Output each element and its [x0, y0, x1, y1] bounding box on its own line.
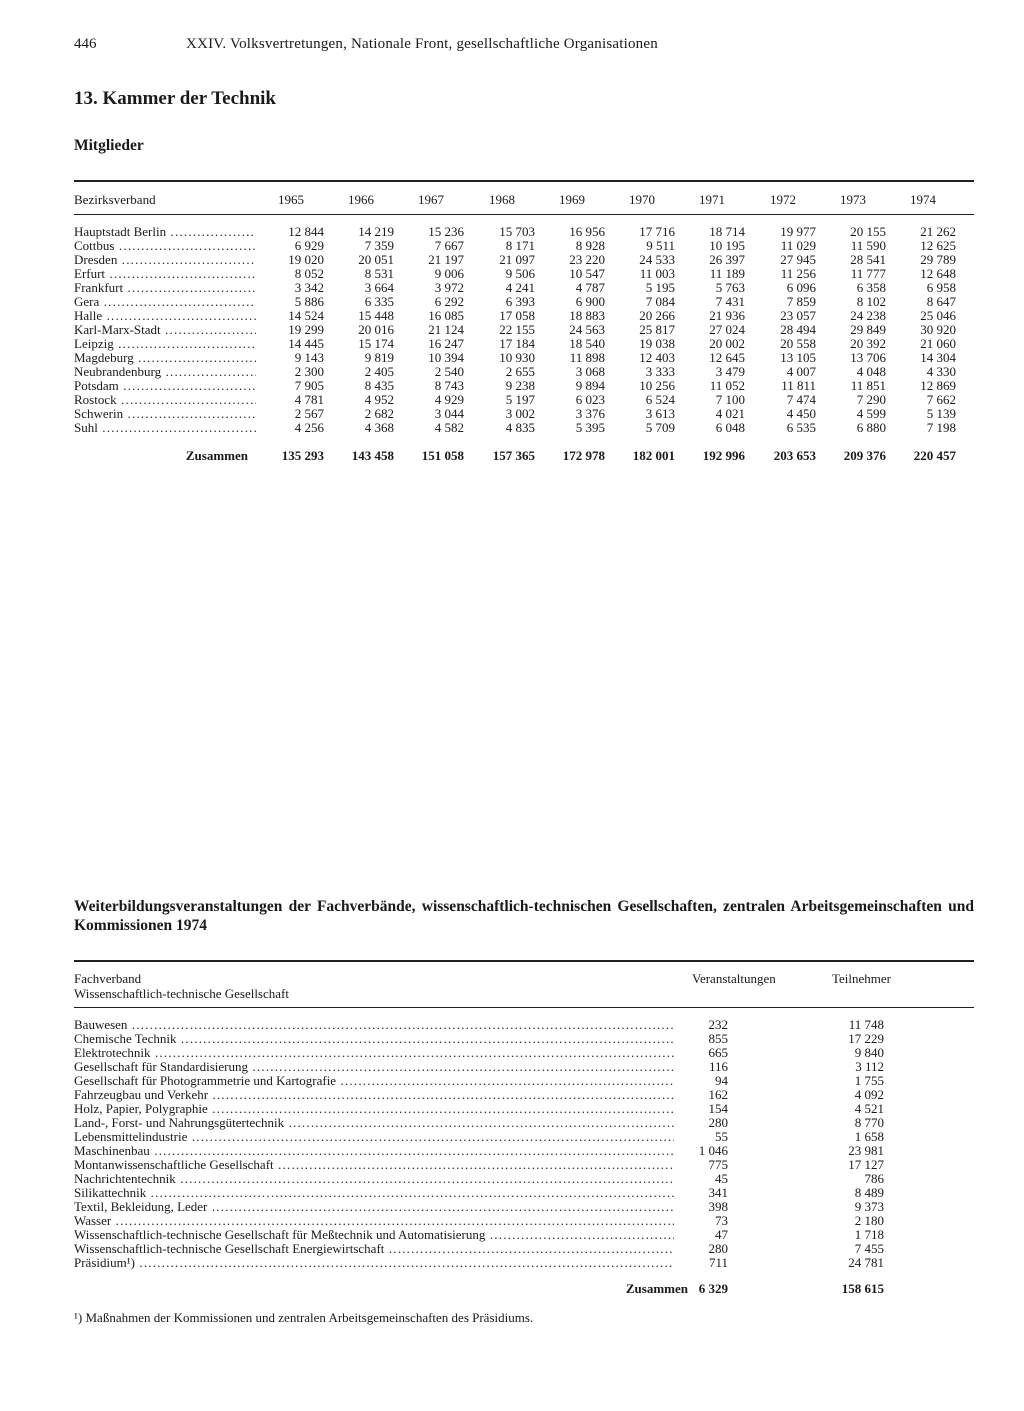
district-name: Rostock .....	[74, 393, 256, 407]
table-top-rule	[74, 960, 974, 962]
member-count: 3 002	[505, 406, 535, 421]
member-count: 26 397	[709, 252, 745, 267]
total-value: 220 457	[913, 448, 956, 463]
district-name: Magdeburg .....	[74, 351, 256, 365]
member-count: 5 197	[505, 392, 535, 407]
member-count: 11 189	[709, 266, 745, 281]
table-row	[74, 1200, 974, 1214]
member-count: 17 184	[499, 336, 535, 351]
member-count: 10 256	[639, 378, 675, 393]
participants-count: 17 127	[848, 1157, 884, 1172]
association-name: Land-, Forst- und Nahrungsgütertechnik .....	[74, 1116, 674, 1130]
member-count: 8 647	[926, 294, 956, 309]
member-count: 2 655	[505, 364, 535, 379]
participants-count: 1 755	[854, 1073, 884, 1088]
member-count: 4 781	[294, 392, 324, 407]
member-count: 18 714	[709, 224, 745, 239]
member-count: 11 052	[709, 378, 745, 393]
participants-count: 4 521	[854, 1101, 884, 1116]
district-name: Cottbus .....	[74, 239, 256, 253]
district-name: Halle .....	[74, 309, 256, 323]
member-count: 8 052	[294, 266, 324, 281]
member-count: 7 359	[364, 238, 394, 253]
total-label: Zusammen	[625, 1281, 688, 1296]
member-count: 6 048	[715, 420, 745, 435]
member-count: 11 590	[850, 238, 886, 253]
table-row	[74, 323, 974, 337]
events-count: 94	[715, 1073, 728, 1088]
member-count: 5 139	[926, 406, 956, 421]
member-count: 2 300	[294, 364, 324, 379]
member-count: 11 851	[850, 378, 886, 393]
table-row	[74, 1228, 974, 1242]
member-count: 17 058	[499, 308, 535, 323]
events-count: 47	[715, 1227, 728, 1242]
member-count: 9 819	[364, 350, 394, 365]
member-count: 24 563	[569, 322, 605, 337]
member-count: 9 238	[505, 378, 535, 393]
member-count: 23 220	[569, 252, 605, 267]
column-header-society: Wissenschaftlich-technische Gesellschaft	[74, 986, 289, 1001]
participants-count: 24 781	[848, 1255, 884, 1270]
column-header-year: 1971	[699, 192, 725, 207]
district-name: Karl-Marx-Stadt .....	[74, 323, 256, 337]
events-count: 73	[715, 1213, 728, 1228]
total-row	[74, 448, 974, 464]
association-name: Präsidium¹) .....	[74, 1256, 674, 1270]
member-count: 6 393	[505, 294, 535, 309]
member-count: 7 431	[715, 294, 745, 309]
member-count: 30 920	[920, 322, 956, 337]
association-name: Holz, Papier, Polygraphie .....	[74, 1102, 674, 1116]
member-count: 7 667	[434, 238, 464, 253]
member-count: 5 763	[715, 280, 745, 295]
member-count: 4 021	[715, 406, 745, 421]
member-count: 24 238	[850, 308, 886, 323]
member-count: 6 524	[645, 392, 675, 407]
events-count: 280	[708, 1115, 728, 1130]
association-name: Chemische Technik .....	[74, 1032, 674, 1046]
column-header-year: 1973	[840, 192, 866, 207]
member-count: 9 511	[646, 238, 675, 253]
total-row	[74, 1281, 974, 1297]
member-count: 11 003	[639, 266, 675, 281]
events-count: 154	[708, 1101, 728, 1116]
column-header-year: 1969	[559, 192, 585, 207]
column-header-year: 1974	[910, 192, 936, 207]
column-header-year: 1968	[489, 192, 515, 207]
member-count: 4 929	[434, 392, 464, 407]
events-count: 116	[708, 1059, 728, 1074]
total-value: 192 996	[702, 448, 745, 463]
participants-count: 11 748	[848, 1017, 884, 1032]
member-count: 21 936	[709, 308, 745, 323]
participants-count: 8 489	[854, 1185, 884, 1200]
member-count: 28 494	[780, 322, 816, 337]
member-count: 9 006	[434, 266, 464, 281]
association-name: Maschinenbau .....	[74, 1144, 674, 1158]
events-count: 45	[715, 1171, 728, 1186]
total-value: 182 001	[632, 448, 675, 463]
member-count: 20 558	[780, 336, 816, 351]
training-title: Weiterbildungsveranstaltungen der Fachverbände, wissenschaftlich-technischen Gesellschaften, zentralen Arbeitsgemeinschaften und Kommissionen 1974	[74, 898, 974, 934]
total-value: 157 365	[492, 448, 535, 463]
association-name: Montanwissenschaftliche Gesellschaft .....	[74, 1158, 674, 1172]
footnote-text: Maßnahmen der Kommissionen und zentralen Arbeitsgemeinschaften des Präsidiums.	[85, 1310, 534, 1325]
member-count: 6 335	[364, 294, 394, 309]
table-row	[74, 267, 974, 281]
member-count: 21 124	[428, 322, 464, 337]
total-value: 209 376	[843, 448, 886, 463]
member-count: 20 051	[358, 252, 394, 267]
member-count: 14 219	[358, 224, 394, 239]
table-row	[74, 1256, 974, 1270]
total-events: 6 329	[698, 1281, 728, 1296]
events-count: 711	[708, 1255, 728, 1270]
member-count: 12 648	[920, 266, 956, 281]
members-title: Mitglieder	[74, 137, 144, 154]
events-count: 232	[708, 1017, 728, 1032]
total-value: 151 058	[421, 448, 464, 463]
member-count: 11 811	[781, 378, 816, 393]
table-row	[74, 337, 974, 351]
member-count: 10 394	[428, 350, 464, 365]
participants-count: 8 770	[854, 1115, 884, 1130]
total-value: 143 458	[351, 448, 394, 463]
table-row	[74, 1214, 974, 1228]
member-count: 6 358	[856, 280, 886, 295]
header-rule	[74, 1007, 974, 1008]
member-count: 10 195	[709, 238, 745, 253]
member-count: 3 068	[575, 364, 605, 379]
member-count: 4 787	[575, 280, 605, 295]
member-count: 7 905	[294, 378, 324, 393]
section-title: 13. Kammer der Technik	[74, 88, 276, 109]
member-count: 4 582	[434, 420, 464, 435]
footnote	[74, 1310, 533, 1326]
participants-count: 3 112	[855, 1059, 884, 1074]
member-count: 3 972	[434, 280, 464, 295]
member-count: 3 479	[715, 364, 745, 379]
member-count: 21 197	[428, 252, 464, 267]
district-name: Suhl .....	[74, 421, 256, 435]
table-row	[74, 393, 974, 407]
member-count: 15 236	[428, 224, 464, 239]
member-count: 16 247	[428, 336, 464, 351]
column-header-district: Bezirksverband	[74, 192, 156, 207]
member-count: 16 956	[569, 224, 605, 239]
district-name: Frankfurt .....	[74, 281, 256, 295]
header-rule	[74, 214, 974, 215]
member-count: 14 524	[288, 308, 324, 323]
member-count: 18 540	[569, 336, 605, 351]
participants-count: 9 373	[854, 1199, 884, 1214]
events-count: 398	[708, 1199, 728, 1214]
participants-count: 1 658	[854, 1129, 884, 1144]
member-count: 13 706	[850, 350, 886, 365]
events-count: 280	[708, 1241, 728, 1256]
member-count: 3 044	[434, 406, 464, 421]
participants-count: 786	[864, 1171, 884, 1186]
participants-count: 2 180	[854, 1213, 884, 1228]
total-label: Zusammen	[185, 448, 248, 463]
members-rows	[74, 225, 974, 435]
participants-count: 17 229	[848, 1031, 884, 1046]
member-count: 6 958	[926, 280, 956, 295]
district-name: Dresden .....	[74, 253, 256, 267]
events-count: 341	[708, 1185, 728, 1200]
table-row	[74, 295, 974, 309]
member-count: 19 038	[639, 336, 675, 351]
member-count: 12 844	[288, 224, 324, 239]
member-count: 25 046	[920, 308, 956, 323]
member-count: 7 859	[786, 294, 816, 309]
member-count: 15 448	[358, 308, 394, 323]
member-count: 11 256	[780, 266, 816, 281]
total-value: 203 653	[773, 448, 816, 463]
total-participants: 158 615	[841, 1281, 884, 1296]
events-count: 1 046	[698, 1143, 728, 1158]
member-count: 6 096	[786, 280, 816, 295]
table-row	[74, 407, 974, 421]
member-count: 8 435	[364, 378, 394, 393]
table-row	[74, 379, 974, 393]
member-count: 8 102	[856, 294, 886, 309]
district-name: Neubrandenburg .....	[74, 365, 256, 379]
member-count: 11 777	[850, 266, 886, 281]
member-count: 5 709	[645, 420, 675, 435]
member-count: 8 743	[434, 378, 464, 393]
member-count: 5 195	[645, 280, 675, 295]
participants-count: 4 092	[854, 1087, 884, 1102]
district-name: Erfurt .....	[74, 267, 256, 281]
member-count: 16 085	[428, 308, 464, 323]
member-count: 12 645	[709, 350, 745, 365]
table-row	[74, 1130, 974, 1144]
member-count: 21 262	[920, 224, 956, 239]
table-row	[74, 239, 974, 253]
member-count: 20 016	[358, 322, 394, 337]
member-count: 19 020	[288, 252, 324, 267]
events-count: 55	[715, 1129, 728, 1144]
events-count: 665	[708, 1045, 728, 1060]
member-count: 7 198	[926, 420, 956, 435]
member-count: 29 789	[920, 252, 956, 267]
member-count: 4 835	[505, 420, 535, 435]
member-count: 12 869	[920, 378, 956, 393]
member-count: 3 613	[645, 406, 675, 421]
member-count: 7 290	[856, 392, 886, 407]
table-row	[74, 1018, 974, 1032]
member-count: 10 930	[499, 350, 535, 365]
member-count: 11 898	[569, 350, 605, 365]
table-row	[74, 1102, 974, 1116]
member-count: 29 849	[850, 322, 886, 337]
member-count: 3 333	[645, 364, 675, 379]
table-row	[74, 1158, 974, 1172]
member-count: 8 928	[575, 238, 605, 253]
district-name: Gera .....	[74, 295, 256, 309]
total-value: 135 293	[281, 448, 324, 463]
member-count: 28 541	[850, 252, 886, 267]
table-row	[74, 1242, 974, 1256]
footnote-marker: ¹)	[74, 1310, 83, 1325]
association-name: Textil, Bekleidung, Leder .....	[74, 1200, 674, 1214]
member-count: 6 023	[575, 392, 605, 407]
member-count: 4 007	[786, 364, 816, 379]
member-count: 2 682	[364, 406, 394, 421]
events-count: 162	[708, 1087, 728, 1102]
table-row	[74, 309, 974, 323]
table-row	[74, 1060, 974, 1074]
member-count: 4 241	[505, 280, 535, 295]
member-count: 3 376	[575, 406, 605, 421]
association-name: Wissenschaftlich-technische Gesellschaft für Meßtechnik und Automatisierung .....	[74, 1228, 674, 1242]
table-row	[74, 1144, 974, 1158]
member-count: 20 266	[639, 308, 675, 323]
member-count: 4 330	[926, 364, 956, 379]
member-count: 20 002	[709, 336, 745, 351]
total-value: 172 978	[562, 448, 605, 463]
member-count: 13 105	[780, 350, 816, 365]
participants-count: 1 718	[854, 1227, 884, 1242]
member-count: 19 977	[780, 224, 816, 239]
table-row	[74, 365, 974, 379]
member-count: 19 299	[288, 322, 324, 337]
association-name: Fahrzeugbau und Verkehr .....	[74, 1088, 674, 1102]
member-count: 5 886	[294, 294, 324, 309]
member-count: 15 703	[499, 224, 535, 239]
member-count: 4 599	[856, 406, 886, 421]
table-row	[74, 1172, 974, 1186]
member-count: 23 057	[780, 308, 816, 323]
member-count: 6 900	[575, 294, 605, 309]
association-name: Silikattechnik .....	[74, 1186, 674, 1200]
table-row	[74, 1032, 974, 1046]
column-header-year: 1965	[278, 192, 304, 207]
table-top-rule	[74, 180, 974, 182]
district-name: Leipzig .....	[74, 337, 256, 351]
association-name: Lebensmittelindustrie .....	[74, 1130, 674, 1144]
participants-count: 23 981	[848, 1143, 884, 1158]
member-count: 6 880	[856, 420, 886, 435]
table-row	[74, 1046, 974, 1060]
training-rows	[74, 1018, 974, 1270]
page-number: 446	[74, 36, 97, 52]
column-header-year: 1972	[770, 192, 796, 207]
district-name: Schwerin .....	[74, 407, 256, 421]
member-count: 21 097	[499, 252, 535, 267]
column-header-events: Veranstaltungen	[692, 971, 776, 986]
association-name: Elektrotechnik .....	[74, 1046, 674, 1060]
member-count: 7 474	[786, 392, 816, 407]
member-count: 6 929	[294, 238, 324, 253]
member-count: 12 403	[639, 350, 675, 365]
member-count: 2 567	[294, 406, 324, 421]
member-count: 12 625	[920, 238, 956, 253]
member-count: 4 952	[364, 392, 394, 407]
table-row	[74, 1088, 974, 1102]
member-count: 6 292	[434, 294, 464, 309]
member-count: 3 342	[294, 280, 324, 295]
member-count: 5 395	[575, 420, 605, 435]
member-count: 8 531	[364, 266, 394, 281]
member-count: 4 450	[786, 406, 816, 421]
participants-count: 9 840	[854, 1045, 884, 1060]
member-count: 7 662	[926, 392, 956, 407]
member-count: 6 535	[786, 420, 816, 435]
member-count: 4 256	[294, 420, 324, 435]
member-count: 9 143	[294, 350, 324, 365]
member-count: 9 506	[505, 266, 535, 281]
association-name: Gesellschaft für Photogrammetrie und Kartografie .....	[74, 1074, 674, 1088]
member-count: 20 155	[850, 224, 886, 239]
table-row	[74, 1186, 974, 1200]
column-header-year: 1970	[629, 192, 655, 207]
member-count: 7 084	[645, 294, 675, 309]
column-header-year: 1967	[418, 192, 444, 207]
member-count: 27 024	[709, 322, 745, 337]
events-count: 855	[708, 1031, 728, 1046]
participants-count: 7 455	[854, 1241, 884, 1256]
member-count: 4 048	[856, 364, 886, 379]
table-row	[74, 351, 974, 365]
district-name: Potsdam .....	[74, 379, 256, 393]
events-count: 775	[708, 1157, 728, 1172]
column-header-year: 1966	[348, 192, 374, 207]
column-header-association: Fachverband	[74, 971, 142, 986]
association-name: Gesellschaft für Standardisierung .....	[74, 1060, 674, 1074]
association-name: Nachrichtentechnik .....	[74, 1172, 674, 1186]
association-name: Bauwesen .....	[74, 1018, 674, 1032]
member-count: 21 060	[920, 336, 956, 351]
member-count: 18 883	[569, 308, 605, 323]
member-count: 15 174	[358, 336, 394, 351]
column-header-participants: Teilnehmer	[832, 971, 892, 986]
member-count: 17 716	[639, 224, 675, 239]
member-count: 4 368	[364, 420, 394, 435]
member-count: 14 445	[288, 336, 324, 351]
member-count: 20 392	[850, 336, 886, 351]
table-row	[74, 225, 974, 239]
member-count: 10 547	[569, 266, 605, 281]
member-count: 14 304	[920, 350, 956, 365]
member-count: 2 405	[364, 364, 394, 379]
association-name: Wissenschaftlich-technische Gesellschaft Energiewirtschaft .....	[74, 1242, 674, 1256]
member-count: 8 171	[505, 238, 535, 253]
member-count: 22 155	[499, 322, 535, 337]
district-name: Hauptstadt Berlin .....	[74, 225, 256, 239]
member-count: 25 817	[639, 322, 675, 337]
association-name: Wasser .....	[74, 1214, 674, 1228]
member-count: 24 533	[639, 252, 675, 267]
member-count: 7 100	[715, 392, 745, 407]
table-row	[74, 253, 974, 267]
member-count: 11 029	[780, 238, 816, 253]
table-row	[74, 281, 974, 295]
member-count: 9 894	[575, 378, 605, 393]
table-row	[74, 1074, 974, 1088]
member-count: 3 664	[364, 280, 394, 295]
running-head: XXIV. Volksvertretungen, Nationale Front, gesellschaftliche Organisationen	[186, 36, 658, 52]
member-count: 27 945	[780, 252, 816, 267]
table-row	[74, 421, 974, 435]
table-row	[74, 1116, 974, 1130]
member-count: 2 540	[434, 364, 464, 379]
